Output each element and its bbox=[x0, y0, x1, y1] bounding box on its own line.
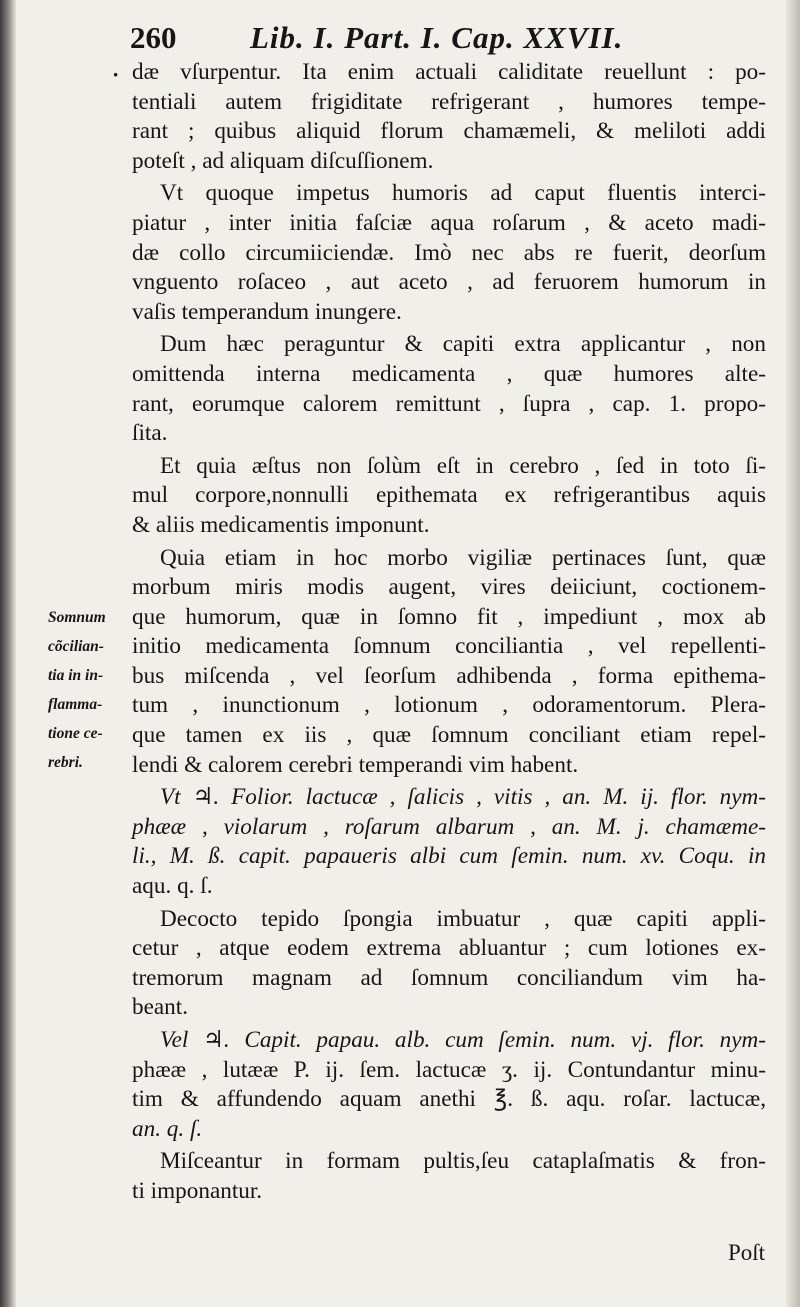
text-line: vnguento roſaceo , aut aceto , ad feruorem humorum in bbox=[132, 269, 766, 296]
text-line: poteſt , ad aliquam diſcuſſionem. bbox=[132, 147, 434, 174]
paragraph-7-cont bbox=[132, 1177, 766, 1207]
text-line: Vt quoque impetus humoris ad caput fluentis interci- bbox=[160, 180, 766, 207]
paragraph-7 bbox=[132, 1147, 766, 1177]
paragraph-5-cont bbox=[132, 573, 766, 780]
body-text bbox=[132, 58, 766, 1207]
text-line: aqu. q. ſ. bbox=[132, 873, 213, 900]
text-line: rant ; quibus aliquid florum chamæmeli, & meliloti addi bbox=[132, 118, 766, 145]
text-line: mul corpore,nonnulli epithemata ex refrigerantibus aquis bbox=[132, 482, 766, 509]
text-line: tentiali autem frigiditate refrigerant , humores tempe- bbox=[132, 88, 766, 115]
margin-note bbox=[48, 603, 130, 777]
text-line: morbum miris modis augent, vires deiiciunt, coctionem- bbox=[132, 574, 766, 601]
text-line: initio medicamenta ſomnum conciliantia , vel repellenti- bbox=[132, 633, 766, 660]
text-line: dæ vſurpentur. Ita enim actuali caliditate reuellunt : po- bbox=[132, 59, 766, 85]
page-header bbox=[130, 20, 670, 60]
text-line: dæ collo circumiiciendæ. Imò nec abs re fuerit, deorſum bbox=[132, 239, 766, 266]
page-edge bbox=[786, 0, 800, 1307]
paragraph-3-cont bbox=[132, 360, 766, 449]
text-line: vaſis temperandum inungere. bbox=[132, 298, 402, 325]
paragraph-4 bbox=[132, 452, 766, 482]
margin-note-line: Somnum bbox=[48, 609, 106, 626]
text-line: Vel ♃. Capit. papau. alb. cum ſemin. num. vj. flor. nym- bbox=[160, 1027, 766, 1053]
text-line: Dum hæc peraguntur & capiti extra applicantur , non bbox=[160, 331, 766, 358]
text-line: tum , inunctionum , lotionum , odoramentorum. Plera- bbox=[132, 692, 766, 719]
text-line: bus miſcenda , vel ſeorſum adhibenda , forma epithema- bbox=[132, 662, 766, 689]
paragraph-2-cont bbox=[132, 209, 766, 327]
text-line: ſita. bbox=[132, 420, 168, 447]
text-line: rant, eorumque calorem remittunt , ſupra , cap. 1. propo- bbox=[132, 390, 766, 417]
text-line: phææ , lutææ P. ij. ſem. lactucæ ʒ. ij. Contundantur minu- bbox=[132, 1056, 766, 1083]
text-line: que humorum, quæ in ſomno fit , impediunt , mox ab bbox=[132, 603, 766, 630]
margin-note-line: cõcilian- bbox=[48, 638, 104, 655]
text-line: piatur , inter initia faſciæ aqua roſarum , & aceto madi- bbox=[132, 209, 766, 236]
paragraph-3 bbox=[132, 330, 766, 360]
text-line: Decocto tepido ſpongia imbuatur , quæ capiti appli- bbox=[160, 905, 766, 932]
ornament-dot: · bbox=[112, 62, 120, 87]
text-line: Miſceantur in formam pultis,ſeu cataplaſmatis & fron- bbox=[160, 1148, 766, 1175]
page-gutter-shadow bbox=[0, 0, 16, 1307]
text-line: Et quia æſtus non ſolùm eſt in cerebro , ſed in toto ſi- bbox=[160, 452, 766, 479]
text-line: beant. bbox=[132, 994, 189, 1021]
page-number: 260 bbox=[130, 20, 177, 55]
paragraph-4-cont bbox=[132, 481, 766, 540]
margin-note-line: flamma- bbox=[48, 696, 103, 713]
text-line: an. q. ſ. bbox=[132, 1115, 203, 1142]
paragraph-2 bbox=[132, 179, 766, 209]
text-line: li., M. ß. capit. papaueris albi cum ſemin. num. xv. Coqu. in bbox=[132, 843, 766, 870]
recipe-1 bbox=[132, 783, 766, 813]
paragraph-6 bbox=[132, 905, 766, 935]
paragraph-6-cont bbox=[132, 934, 766, 1023]
text-line: tim & affundendo aquam anethi ℥. ß. aqu. roſar. lactucæ, bbox=[132, 1086, 766, 1113]
margin-note-line: tia in in- bbox=[48, 667, 104, 684]
paragraph-1 bbox=[132, 58, 766, 176]
margin-note-line: tione ce- bbox=[48, 725, 103, 742]
text-line: Vt ♃. Folior. lactucæ , ſalicis , vitis , an. M. ij. flor. nym- bbox=[160, 784, 766, 811]
recipe-2 bbox=[132, 1026, 766, 1056]
text-line: ti imponantur. bbox=[132, 1177, 263, 1204]
recipe-1-cont bbox=[132, 813, 766, 902]
text-line: omittenda interna medicamenta , quæ humores alte- bbox=[132, 360, 766, 387]
text-line: tremorum magnam ad ſomnum conciliandum vim ha- bbox=[132, 964, 766, 991]
text-line: lendi & calorem cerebri temperandi vim habent. bbox=[132, 751, 579, 778]
paragraph-5 bbox=[132, 544, 766, 574]
text-line: Quia etiam in hoc morbo vigiliæ pertinaces ſunt, quæ bbox=[160, 544, 766, 571]
catchword: Poſt bbox=[728, 1240, 766, 1265]
text-line: phææ , violarum , roſarum albarum , an. M. j. chamæme- bbox=[132, 813, 766, 840]
margin-note-line: rebri. bbox=[48, 754, 83, 771]
recipe-2-cont bbox=[132, 1056, 766, 1145]
text-line: & aliis medicamentis imponunt. bbox=[132, 511, 430, 538]
text-line: cetur , atque eodem extrema abluantur ; cum lotiones ex- bbox=[132, 935, 766, 962]
text-line: que tamen ex iis , quæ ſomnum conciliant etiam repel- bbox=[132, 722, 766, 749]
running-title: Lib. I. Part. I. Cap. XXVII. bbox=[250, 20, 624, 55]
